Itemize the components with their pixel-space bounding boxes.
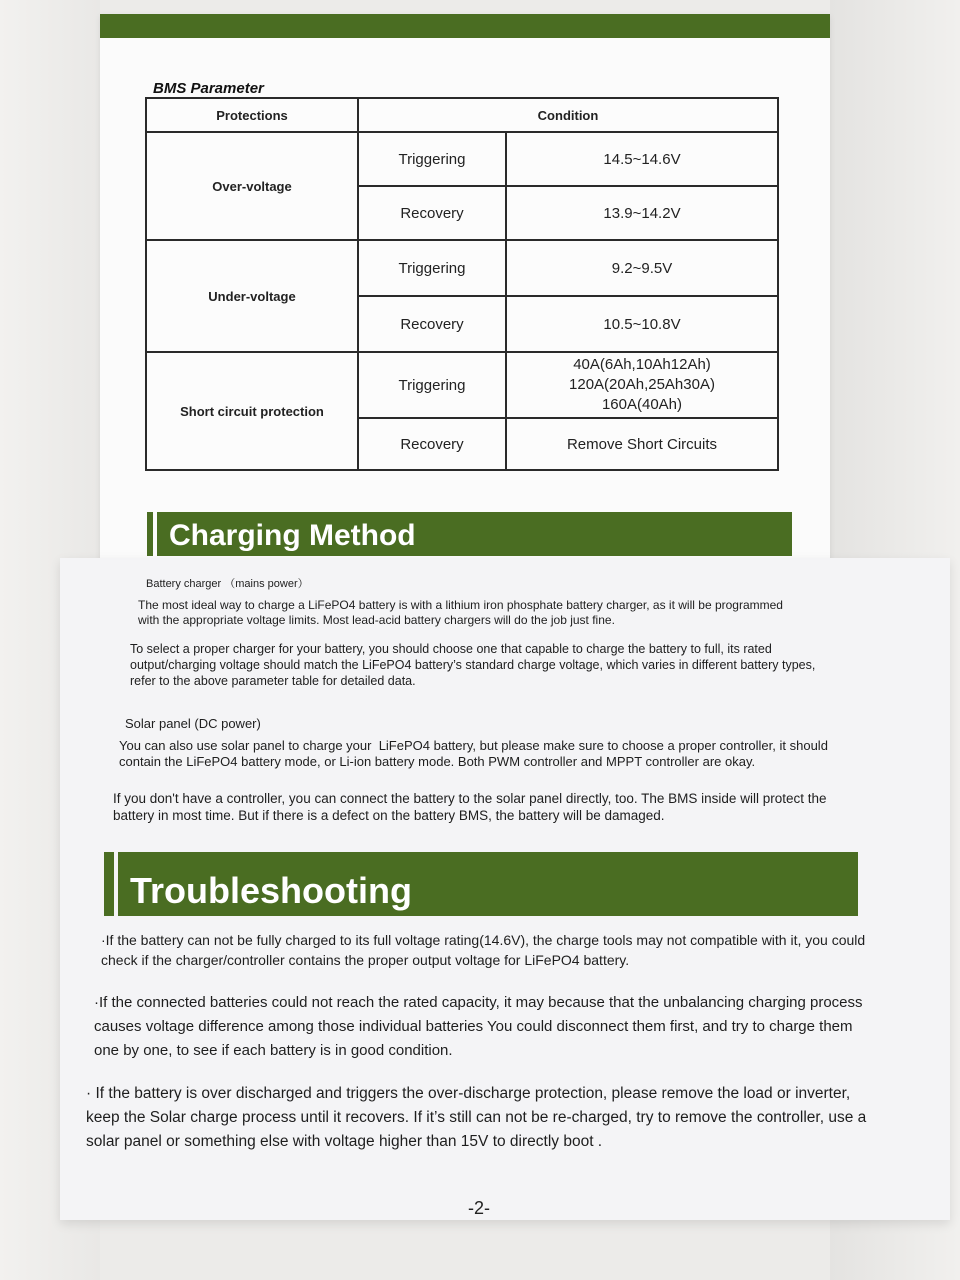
recovery-label: Recovery: [358, 186, 506, 240]
triggering-label: Triggering: [358, 240, 506, 296]
heading-stripe-gap: [153, 512, 157, 556]
triggering-value-line: 40A(6Ah,10Ah12Ah): [573, 356, 711, 373]
charging-paragraph: You can also use solar panel to charge your LiFePO4 battery, but please make sure to choose a proper controller, it should contain the LiFePO4 battery mode, or Li-ion battery mode. Both PWM controller and MPPT controller are okay.: [119, 738, 828, 769]
table-row: [146, 240, 778, 296]
triggering-value: 14.5~14.6V: [506, 132, 778, 186]
charging-paragraph: If you don't have a controller, you can connect the battery to the solar panel directly, too. The BMS inside will protect the battery in most time. But if there is a defect on the battery BMS, the battery will be damaged.: [113, 791, 827, 823]
triggering-value-line: 160A(40Ah): [601, 396, 683, 413]
triggering-label: Triggering: [358, 352, 506, 418]
charging-paragraph: The most ideal way to charge a LiFePO4 battery is with a lithium iron phosphate battery charger, as it will be programmed with the appropriate voltage limits. Most lead-acid battery chargers will do the job just fine.: [138, 598, 783, 627]
table-row: [146, 132, 778, 186]
solar-panel-subtitle: Solar panel (DC power): [125, 716, 261, 731]
troubleshooting-heading-bar: [104, 852, 858, 916]
recovery-value: Remove Short Circuits: [506, 418, 778, 470]
recovery-value: 10.5~10.8V: [506, 296, 778, 352]
table-header-row: [146, 98, 778, 132]
recovery-value: 13.9~14.2V: [506, 186, 778, 240]
condition-header: Condition: [358, 98, 778, 132]
header-green-band: [100, 14, 830, 38]
charging-method-heading: Charging Method: [169, 519, 416, 552]
bms-parameter-title: BMS Parameter: [153, 80, 264, 97]
charging-paragraph: To select a proper charger for your battery, you should choose one that capable to charge the battery to full, its rated output/charging voltage should match the LiFePO4 battery’s standard charge voltage, which varies in different battery types, refer to the above parameter table for detailed data.: [130, 642, 816, 688]
triggering-value: 9.2~9.5V: [506, 240, 778, 296]
troubleshooting-item: · If the battery is over discharged and triggers the over-discharge protection, please remove the load or inverter, keep the Solar charge process until it recovers. If it’s still can not be re-charged, try to remove the controller, use a solar panel or something else with voltage higher than 15V to directly boot .: [86, 1085, 867, 1150]
troubleshooting-item: ·If the battery can not be fully charged to its full voltage rating(14.6V), the charge tools may not compatible with it, you could check if the charger/controller contains the proper output voltage for LiFePO4 battery.: [101, 932, 866, 968]
triggering-value-line: 120A(20Ah,25Ah30A): [569, 376, 715, 393]
triggering-label: Triggering: [358, 132, 506, 186]
protections-header: Protections: [146, 98, 358, 132]
protection-under-voltage: Under-voltage: [146, 240, 358, 352]
bms-parameter-table: [145, 97, 779, 471]
recovery-label: Recovery: [358, 418, 506, 470]
protection-short-circuit: Short circuit protection: [146, 352, 358, 470]
triggering-value: [506, 352, 778, 418]
battery-charger-subtitle: Battery charger （mains power）: [146, 578, 309, 590]
troubleshooting-item: ·If the connected batteries could not reach the rated capacity, it may because that the unbalancing charging process causes voltage difference among those individual batteries You could disconnect them first, and try to charge them one by one, to see if each battery is in good condition.: [94, 994, 863, 1059]
page-number: -2-: [468, 1198, 490, 1218]
recovery-label: Recovery: [358, 296, 506, 352]
troubleshooting-heading: Troubleshooting: [130, 870, 412, 911]
protection-over-voltage: Over-voltage: [146, 132, 358, 240]
charging-method-heading-bar: [147, 512, 792, 556]
heading-stripe-gap: [114, 852, 118, 916]
table-row: [146, 352, 778, 418]
